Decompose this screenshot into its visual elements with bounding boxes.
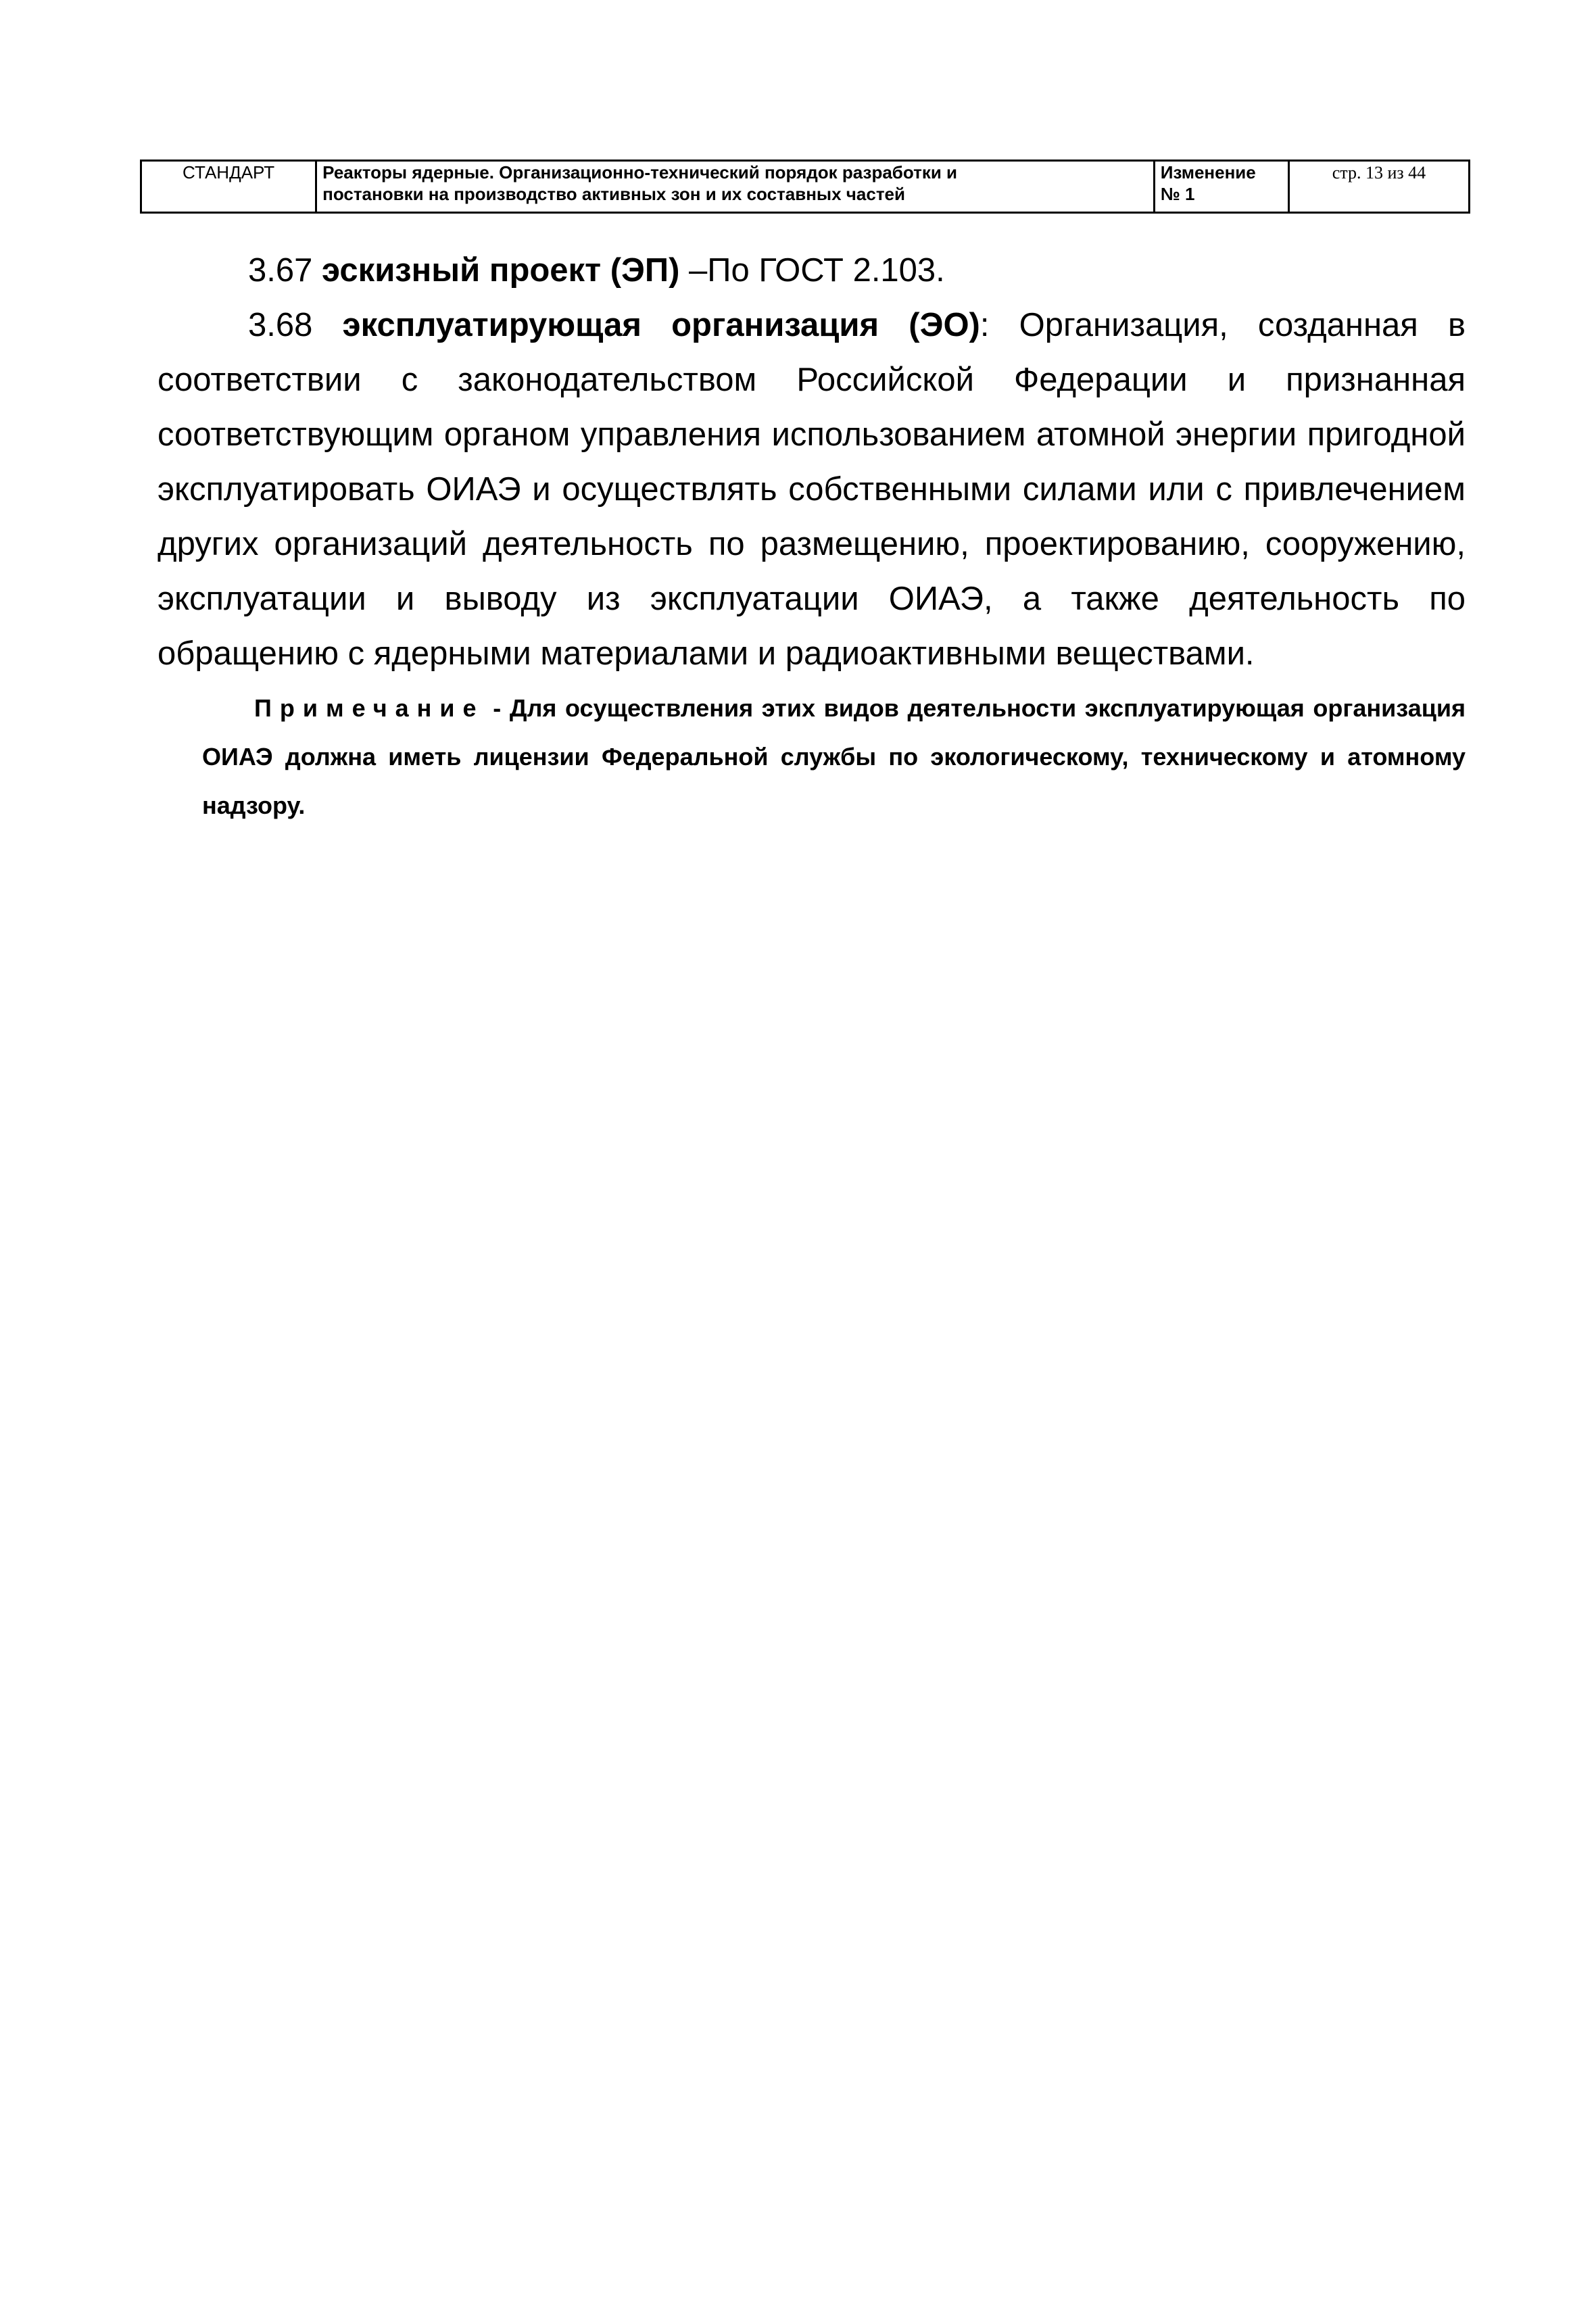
definition: –По ГОСТ 2.103. [689,252,945,289]
header-page-cell [1288,161,1469,213]
header-title-cell [316,161,1155,213]
definition: : Организация, созданная в соответствии с законодательством Российской Федерации и признанная соответствующим органом управления использованием атомной энергии пригодной эксплуатировать ОИАЭ и осуществлять собственными силами или с привлечением других организаций деятельность по размещению, проектированию, сооружению, эксплуатации и выводу из эксплуатации ОИАЭ, а также деятельность по обращению с ядерными материалами и радиоактивными веществами. [158,307,1466,672]
header-change-label: Изменение [1160,162,1256,182]
header-change-cell [1154,161,1288,213]
header-standard-label: СТАНДАРТ [183,162,275,182]
document-body [158,243,1466,830]
term: эскизный проект (ЭП) [322,252,680,289]
note-text: - Для осуществления этих видов деятельности эксплуатирующая организация ОИАЭ должна иметь лицензии Федеральной службы по экологическому, техническому и атомному надзору. [202,694,1466,819]
term: эксплуатирующая организация (ЭО) [342,307,980,343]
header-change-number: № 1 [1160,184,1195,204]
section-number: 3.68 [248,307,313,343]
paragraph-3-67 [158,243,1466,298]
header-title-line1: Реакторы ядерные. Организационно-технический порядок разработки и [322,162,958,182]
header-standard-cell [141,161,316,213]
paragraph-3-68 [158,298,1466,681]
header-title-line2: постановки на производство активных зон и их составных частей [322,184,905,204]
note [158,684,1466,830]
note-label: Примечание [254,694,485,722]
document-header [140,160,1470,214]
header-page-number: стр. 13 из 44 [1332,163,1426,182]
section-number: 3.67 [248,252,313,289]
